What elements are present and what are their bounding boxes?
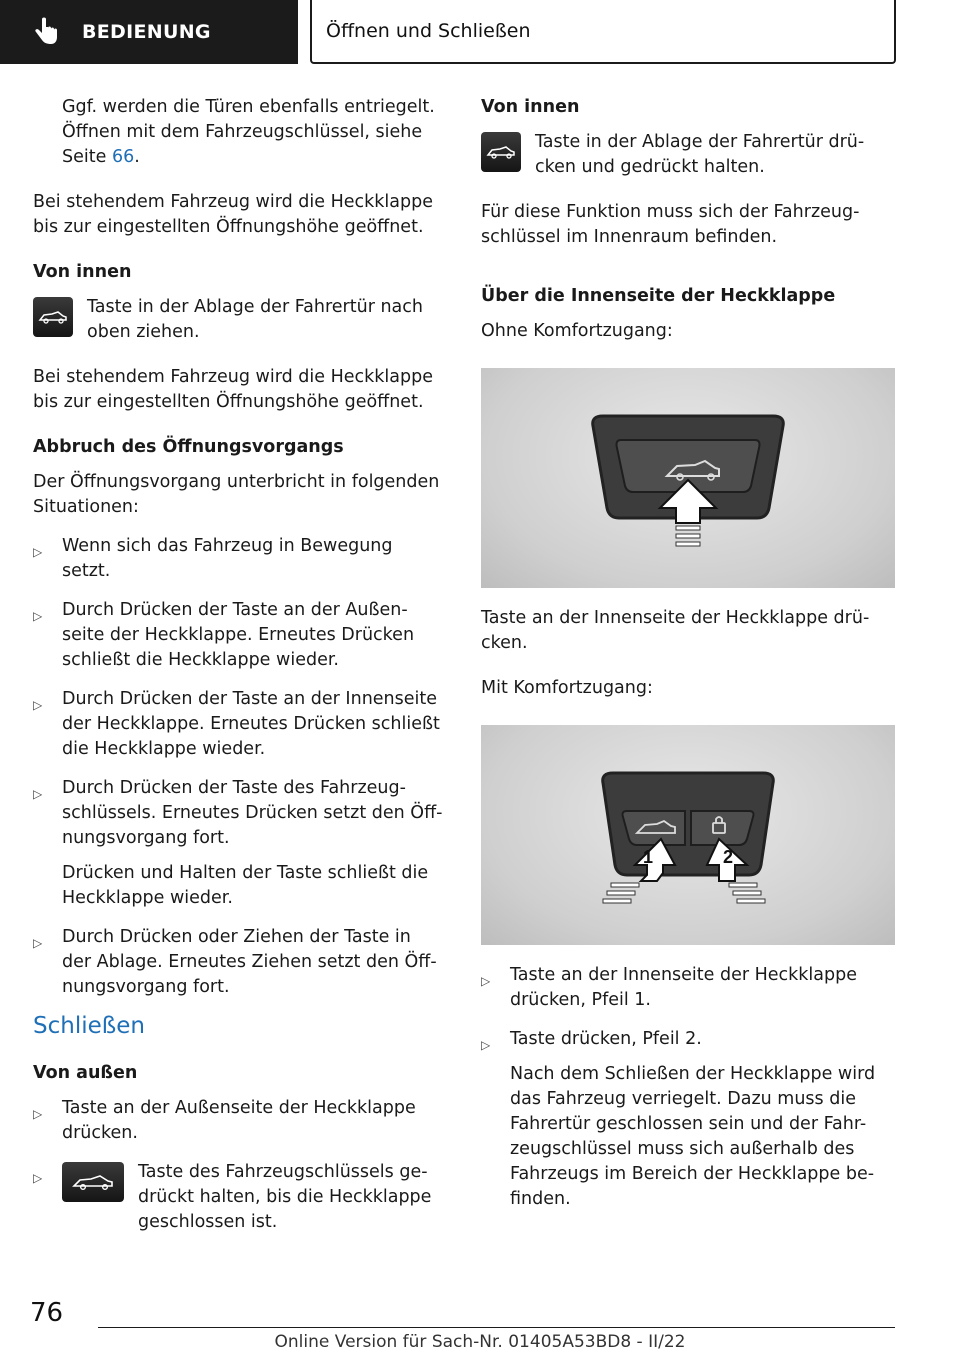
triangle-bullet-icon: ▷ (33, 787, 43, 801)
pointing-hand-icon (28, 15, 62, 49)
photo-caption: Taste an der Innenseite der Heckklappe drü- cken. (481, 608, 870, 653)
triangle-bullet-icon: ▷ (33, 545, 43, 559)
innen-text: Taste in der Ablage der Fahrertür nach oben ziehen. (87, 297, 423, 342)
paragraph-opening: Bei stehendem Fahrzeug wird die Heckklappe bis zur eingestellten Öffnungshöhe geöffnet. (33, 192, 433, 237)
page-number: 76 (30, 1298, 64, 1328)
chapter-title: Öffnen und Schließen (326, 20, 531, 42)
page-header (0, 0, 960, 66)
tailgate-button-icon (33, 297, 73, 337)
paragraph-doors: Ggf. werden die Türen ebenfalls entriegelt. Öffnen mit dem Fahrzeugschlüssel, siehe Seite 66. (62, 97, 435, 167)
arrow-1-label: 1 (643, 847, 654, 867)
list-item: ▷ Taste drücken, Pfeil 2. Nach dem Schließen der Heckklappe wird das Fahrzeug verriegelt. Dazu muss die Fahrertür geschlossen sein und der Fahr- zeugschlüssel muss sich außerhalb des Fahrzeugs im Bereich der Heckklappe be- finden. (481, 1029, 876, 1209)
heading-abbruch: Abbruch des Öffnungsvorgangs (33, 437, 344, 457)
paragraph-key-inside: Für diese Funktion muss sich der Fahrzeug- schlüssel im Innenraum befinden. (481, 202, 860, 247)
page-link-66[interactable]: 66 (111, 147, 135, 167)
triangle-bullet-icon: ▷ (33, 936, 43, 950)
footer-divider (98, 1327, 895, 1328)
triangle-bullet-icon: ▷ (481, 1038, 491, 1052)
innen-instruction (33, 295, 445, 345)
arrow-2-label: 2 (723, 847, 734, 867)
innen-text-right: Taste in der Ablage der Fahrertür drü- cken und gedrückt halten. (535, 132, 865, 177)
tailgate-button-icon (481, 132, 521, 172)
chapter-title-box (310, 0, 896, 64)
label-mit-komfort: Mit Komfortzugang: (481, 678, 653, 698)
heading-von-innen: Von innen (33, 262, 132, 282)
key-fob-tailgate-icon (62, 1162, 124, 1202)
triangle-bullet-icon: ▷ (481, 974, 491, 988)
paragraph-abbruch: Der Öffnungsvorgang unterbricht in folgenden Situationen: (33, 472, 440, 517)
list-item: ▷ Durch Drücken der Taste an der Innenseite der Heckklappe. Erneutes Drücken schließt die Heckklappe wieder. (33, 689, 440, 759)
triangle-bullet-icon: ▷ (33, 1107, 43, 1121)
heading-ueber-innenseite: Über die Innenseite der Heckklappe (481, 286, 836, 306)
paragraph-opening-2: Bei stehendem Fahrzeug wird die Heckklappe bis zur eingestellten Öffnungshöhe geöffnet. (33, 367, 433, 412)
heading-von-innen-right: Von innen (481, 97, 580, 117)
right-column (481, 95, 895, 1226)
section-heading-schliessen: Schließen (33, 1013, 145, 1039)
list-item: ▷ Wenn sich das Fahrzeug in Bewegung setzt. (33, 536, 393, 581)
triangle-bullet-icon: ▷ (33, 698, 43, 712)
label-ohne-komfort: Ohne Komfortzugang: (481, 321, 673, 341)
list-item: ▷ Durch Drücken der Taste des Fahrzeug- schlüssels. Erneutes Drücken setzt den Öff- nungsvorgang fort. Drücken und Halten der Taste schließt die Heckklappe wieder. (33, 778, 443, 908)
list-item: ▷ Taste an der Außenseite der Heckklappe drücken. (33, 1098, 416, 1143)
list-item: ▷ Durch Drücken oder Ziehen der Taste in der Ablage. Erneutes Ziehen setzt den Öff- nungsvorgang fort. (33, 927, 437, 997)
innen-instruction-right (481, 130, 895, 180)
komfort-list (481, 963, 895, 1212)
aussen-list (33, 1096, 445, 1235)
abbruch-list (33, 534, 445, 1000)
section-label: BEDIENUNG (82, 21, 211, 43)
photo-tailgate-button (481, 368, 895, 588)
list-item: ▷ Taste des Fahrzeugschlüssels ge- drückt halten, bis die Heckklappe geschlossen ist. (33, 1162, 432, 1232)
section-tab (0, 0, 298, 64)
footer-version: Online Version für Sach-Nr. 01405A53BD8 - II/22 (274, 1332, 686, 1352)
list-item: ▷ Taste an der Innenseite der Heckklappe drücken, Pfeil 1. (481, 965, 857, 1010)
list-item: ▷ Durch Drücken der Taste an der Außen- seite der Heckklappe. Erneutes Drücken schließt die Heckklappe wieder. (33, 600, 415, 670)
left-column (33, 95, 445, 1249)
triangle-bullet-icon: ▷ (33, 1171, 43, 1185)
heading-von-aussen: Von außen (33, 1063, 138, 1083)
triangle-bullet-icon: ▷ (33, 609, 43, 623)
photo-comfort-buttons (481, 725, 895, 945)
